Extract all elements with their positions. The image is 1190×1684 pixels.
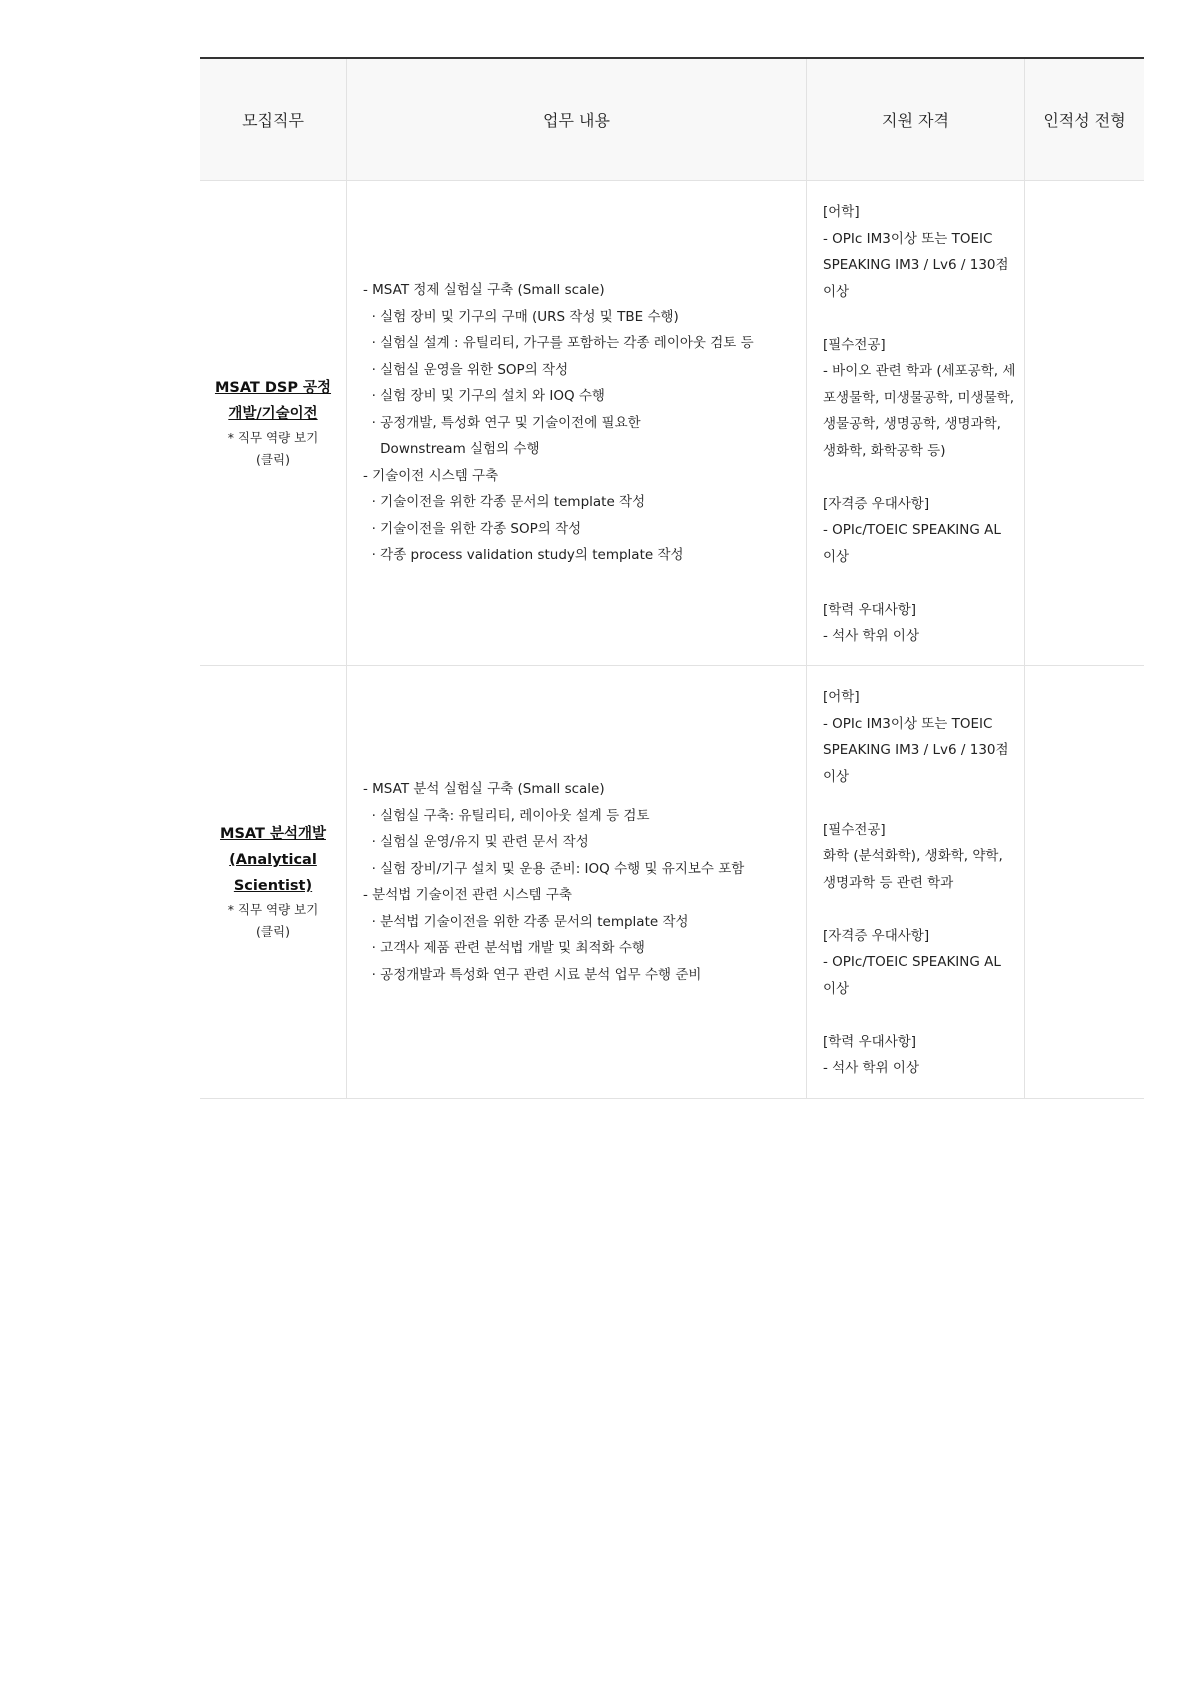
task-line: - 분석법 기술이전 관련 시스템 구축 — [363, 887, 572, 903]
qualification-line: [학력 우대사항] — [823, 601, 917, 618]
qualification-line: [자격증 우대사항] — [823, 927, 930, 944]
aptitude-cell — [1024, 181, 1144, 665]
qualification-line: - OPIc IM3이상 또는 TOEIC — [823, 230, 993, 247]
qualification-line: - OPIc/TOEIC SPEAKING AL — [823, 522, 1001, 538]
qualification-line: SPEAKING IM3 / Lv6 / 130점 — [823, 257, 1009, 273]
qualification-line: 생명과학 등 관련 학과 — [823, 874, 954, 891]
qualification-line: 화학 (분석화학), 생화학, 약학, — [823, 848, 1003, 864]
task-line: · 실험실 운영/유지 및 관련 문서 작성 — [363, 834, 589, 850]
qualification-line: 포생물학, 미생물공학, 미생물학, — [823, 389, 1014, 406]
task-line: - 기술이전 시스템 구축 — [363, 467, 499, 484]
qualification-line: - OPIc/TOEIC SPEAKING AL — [823, 954, 1001, 970]
task-line: · 분석법 기술이전을 위한 각종 문서의 template 작성 — [363, 913, 689, 930]
job-competency-link[interactable]: * 직무 역량 보기 (클릭) — [227, 902, 319, 939]
header-tasks: 업무 내용 — [346, 59, 806, 180]
task-line: · 실험실 설계 : 유틸리티, 가구를 포함하는 각종 레이아웃 검토 등 — [363, 335, 754, 352]
qualification-line: 생물공학, 생명공학, 생명과학, — [823, 416, 1001, 432]
task-line: · 기술이전을 위한 각종 문서의 template 작성 — [363, 494, 646, 511]
task-line: · 공정개발과 특성화 연구 관련 시료 분석 업무 수행 준비 — [363, 966, 702, 983]
qualification-line: [학력 우대사항] — [823, 1033, 917, 1050]
qualification-line — [823, 1002, 1008, 1029]
task-line: · 고객사 제품 관련 분석법 개발 및 최적화 수행 — [363, 940, 645, 956]
job-cell — [200, 666, 346, 1098]
qualification-line: [어학] — [823, 689, 860, 705]
task-line: · 실험실 구축: 유틸리티, 레이아웃 설계 등 검토 — [363, 807, 650, 824]
qualification-line: SPEAKING IM3 / Lv6 / 130점 — [823, 742, 1009, 758]
qualification-line: - 석사 학위 이상 — [823, 628, 919, 644]
header-qualifications: 지원 자격 — [806, 59, 1024, 180]
task-line: · 실험 장비 및 기구의 설치 와 IOQ 수행 — [363, 388, 605, 405]
task-line: Downstream 실험의 수행 — [363, 441, 540, 458]
qualification-line: - OPIc IM3이상 또는 TOEIC — [823, 715, 993, 732]
task-line: - MSAT 정제 실험실 구축 (Small scale) — [363, 282, 605, 299]
job-competency-link[interactable]: * 직무 역량 보기 (클릭) — [227, 430, 319, 467]
task-line: · 실험 장비 및 기구의 구매 (URS 작성 및 TBE 수행) — [363, 308, 679, 325]
qualification-line — [823, 896, 1008, 923]
tasks-cell — [346, 181, 806, 665]
qualification-line — [823, 790, 1008, 817]
qualification-line: [필수전공] — [823, 821, 886, 838]
job-cell — [200, 181, 346, 665]
qualification-line: [어학] — [823, 204, 860, 220]
qualification-line: [자격증 우대사항] — [823, 495, 930, 512]
task-line: · 실험실 운영을 위한 SOP의 작성 — [363, 361, 569, 378]
qualification-line — [823, 464, 1008, 491]
task-line: - MSAT 분석 실험실 구축 (Small scale) — [363, 781, 605, 797]
qualification-line — [823, 305, 1008, 332]
aptitude-cell — [1024, 666, 1144, 1098]
qualifications-cell — [806, 181, 1024, 665]
qualification-line: - 바이오 관련 학과 (세포공학, 세 — [823, 363, 1016, 379]
qualification-line: [필수전공] — [823, 336, 886, 353]
task-line: · 기술이전을 위한 각종 SOP의 작성 — [363, 520, 582, 537]
qualification-line: - 석사 학위 이상 — [823, 1060, 919, 1076]
qualification-line: 생화학, 화학공학 등) — [823, 442, 946, 459]
job-title-link[interactable]: MSAT 분석개발 (Analytical Scientist) — [220, 826, 326, 894]
job-title-link[interactable]: MSAT DSP 공정 개발/기술이전 — [214, 380, 332, 422]
table-row — [200, 181, 1144, 666]
qualification-line: 이상 — [823, 548, 850, 565]
qualification-line: 이상 — [823, 768, 850, 785]
qualification-line: 이상 — [823, 283, 850, 300]
qualifications-cell — [806, 666, 1024, 1098]
table-header-row — [200, 59, 1144, 181]
table-row — [200, 666, 1144, 1099]
tasks-cell — [346, 666, 806, 1098]
task-line: · 공정개발, 특성화 연구 및 기술이전에 필요한 — [363, 414, 641, 431]
qualification-line — [823, 570, 1008, 597]
header-aptitude: 인적성 전형 — [1024, 59, 1144, 180]
header-job: 모집직무 — [242, 111, 304, 130]
qualification-line: 이상 — [823, 980, 850, 997]
task-line: · 실험 장비/기구 설치 및 운용 준비: IOQ 수행 및 유지보수 포함 — [363, 860, 745, 877]
recruitment-table — [200, 57, 1144, 1099]
task-line: · 각종 process validation study의 template 작성 — [363, 547, 684, 564]
